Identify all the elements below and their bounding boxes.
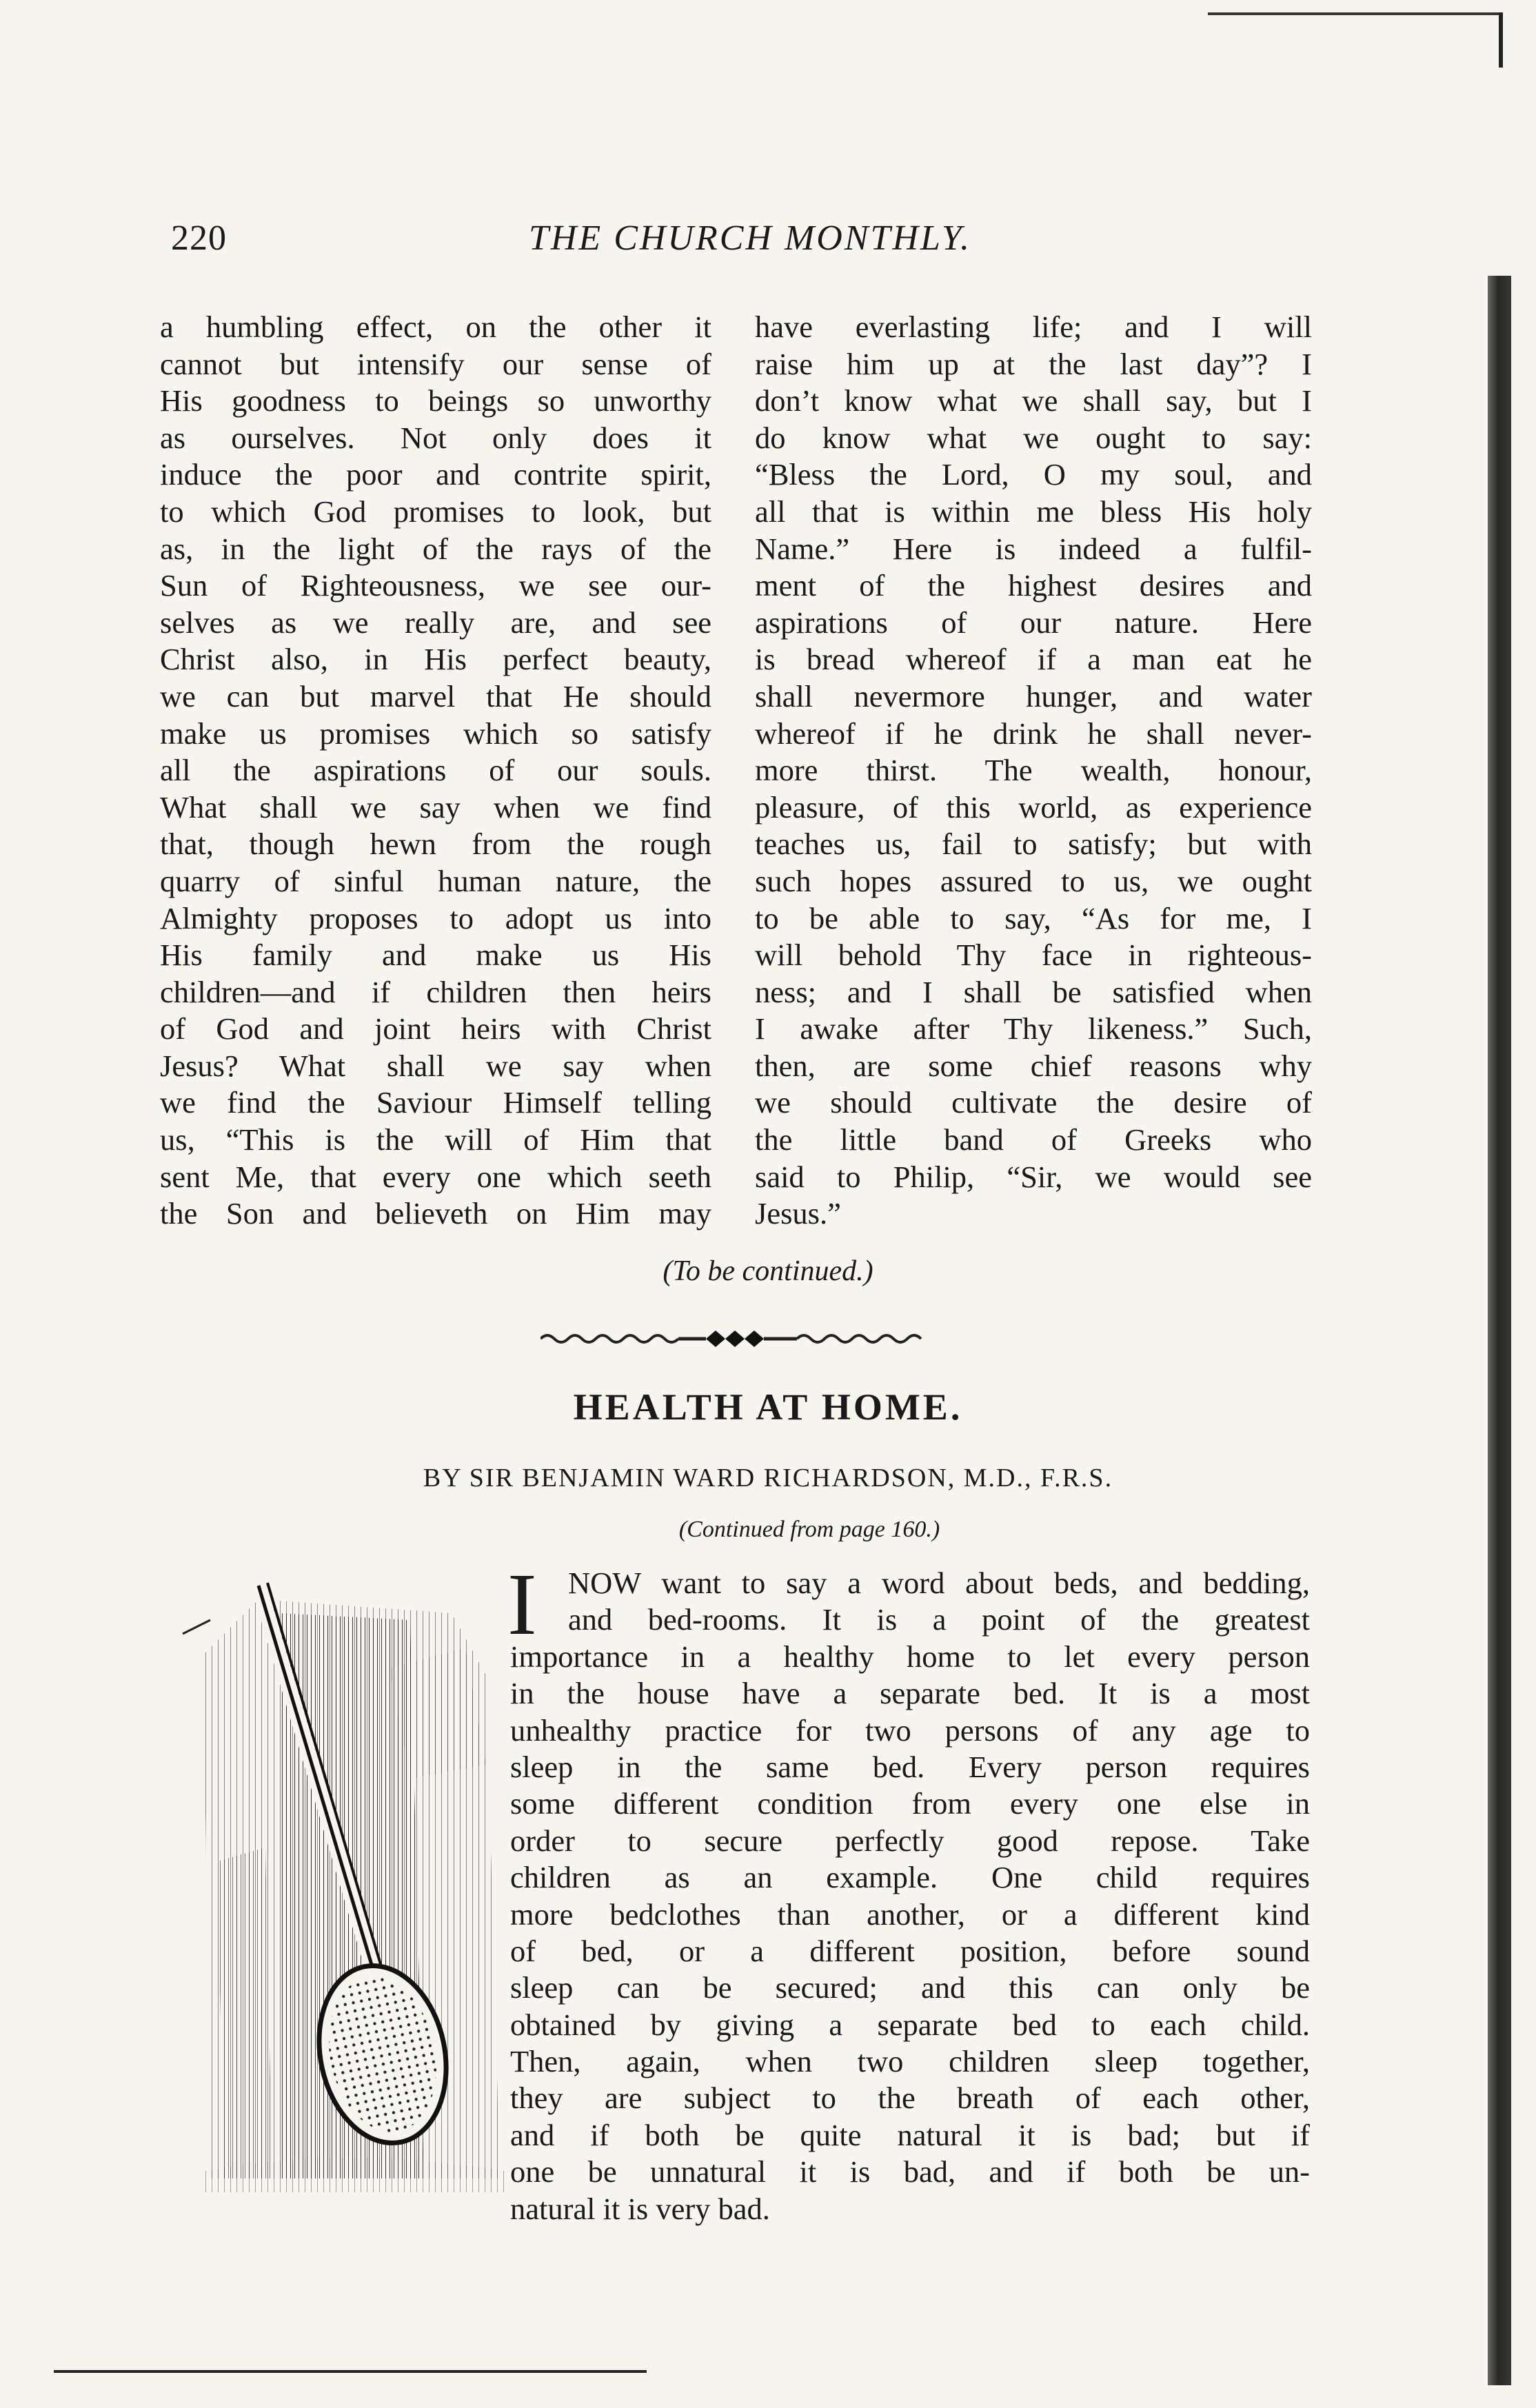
text-line: unhealthy practice for two persons of any age to [510,1712,1310,1748]
text-line: selves as we really are, and see [160,605,711,640]
text-line: a humbling effect, on the other it [160,310,711,344]
text-line: some different condition from every one else in [510,1786,1310,1821]
text-line: obtained by giving a separate bed to each child. [510,2007,1310,2042]
text-line: us, “This is the will of Him that [160,1122,711,1157]
running-head [171,218,1329,273]
text-line: to which God promises to look, but [160,494,711,529]
text-line: of bed, or a different position, before sound [510,1933,1310,1968]
article-title: HEALTH AT HOME. [573,1386,963,1428]
text-line: to be able to say, “As for me, I [755,900,1312,935]
text-line: order to secure perfectly good repose. Take [510,1823,1310,1858]
text-line: ment of the highest desires and [755,568,1312,603]
text-line: the Son and believeth on Him may [160,1196,711,1231]
text-line: in the house have a separate bed. It is a most [510,1676,1310,1711]
text-line: whereof if he drink he shall never- [755,716,1312,751]
right-column [755,309,1312,1233]
text-line: I awake after Thy likeness.” Such, [755,1011,1312,1046]
text-line: natural it is very bad. [510,2191,770,2226]
text-line: teaches us, fail to satisfy; but with [755,827,1312,862]
text-line: raise him up at the last day”? I [755,346,1312,381]
article-body [510,1565,1310,2227]
text-line: ness; and I shall be satisfied when [755,974,1312,1009]
text-line: shall nevermore hunger, and water [755,678,1312,714]
text-line: sleep can be secured; and this can only be [510,1970,1310,2005]
text-line: quarry of sinful human nature, the [160,863,711,898]
text-line: What shall we say when we find [160,789,711,824]
text-line: His family and make us His [160,938,711,973]
text-line: pleasure, of this world, as experience [755,789,1312,824]
text-line: make us promises which so satisfy [160,716,711,751]
text-line: then, are some chief reasons why [755,1048,1312,1083]
continued-from-note: (Continued from page 160.) [678,1517,940,1542]
text-line: His goodness to beings so unworthy [160,383,711,418]
text-line: Name.” Here is indeed a fulfil- [755,531,1312,566]
text-line: don’t know what we shall say, but I [755,383,1312,418]
text-line: NOW want to say a word about beds, and bedding, [568,1566,1310,1600]
text-line: have everlasting life; and I will [755,310,1312,344]
text-line: sleep in the same bed. Every person requires [510,1749,1310,1784]
text-line: importance in a healthy home to let every person [510,1639,1310,1674]
text-line: more thirst. The wealth, honour, [755,753,1312,788]
text-line: and if both be quite natural it is bad; but if [510,2117,1310,2152]
text-line: said to Philip, “Sir, we would see [755,1159,1312,1194]
text-line: all that is within me bless His holy [755,494,1312,529]
text-line: aspirations of our nature. Here [755,605,1312,640]
text-line: the little band of Greeks who [755,1122,1312,1157]
text-line: children as an example. One child requires [510,1860,1310,1895]
text-line: they are subject to the breath of each other, [510,2081,1310,2116]
scan-corner-mark [1208,7,1511,69]
bottom-rule [54,2370,647,2373]
text-line: Christ also, in His perfect beauty, [160,642,711,677]
article-byline: BY SIR BENJAMIN WARD RICHARDSON, M.D., F.R.S. [423,1464,1113,1493]
journal-title: THE CHURCH MONTHLY. [528,219,972,258]
text-line: will behold Thy face in righteous- [755,938,1312,973]
text-line: children—and if children then heirs [160,974,711,1009]
text-line: do know what we ought to say: [755,420,1312,455]
text-line: that, though hewn from the rough [160,827,711,862]
text-line: cannot but intensify our sense of [160,346,711,381]
text-line: induce the poor and contrite spirit, [160,457,711,492]
text-line: as, in the light of the rays of the [160,531,711,566]
bed-warming-pan-engraving-icon [162,1572,527,2213]
text-line: Almighty proposes to adopt us into [160,900,711,935]
text-line: all the aspirations of our souls. [160,753,711,788]
text-line: as ourselves. Not only does it [160,420,711,455]
scan-edge-shadow [1488,276,1511,2385]
text-line: we can but marvel that He should [160,678,711,714]
left-column [160,309,711,1233]
text-line: Jesus.” [755,1196,841,1231]
text-line: we find the Saviour Himself telling [160,1085,711,1120]
text-line: sent Me, that every one which seeth [160,1159,711,1194]
text-line: such hopes assured to us, we ought [755,863,1312,898]
drop-cap: I [507,1555,537,1653]
text-line: one be unnatural it is bad, and if both be un- [510,2154,1310,2189]
text-line: is bread whereof if a man eat he [755,642,1312,677]
text-line: more bedclothes than another, or a different kind [510,1896,1310,1932]
page-number: 220 [171,219,227,258]
section-divider-ornament [540,1324,927,1354]
text-line: “Bless the Lord, O my soul, and [755,457,1312,492]
to-be-continued-note: (To be continued.) [663,1255,873,1287]
text-line: Then, again, when two children sleep together, [510,2044,1310,2079]
text-line: of God and joint heirs with Christ [160,1011,711,1046]
text-line: Jesus? What shall we say when [160,1048,711,1083]
text-line: Sun of Righteousness, we see our- [160,568,711,603]
text-line: and bed-rooms. It is a point of the greatest [568,1602,1310,1637]
text-line: we should cultivate the desire of [755,1085,1312,1120]
